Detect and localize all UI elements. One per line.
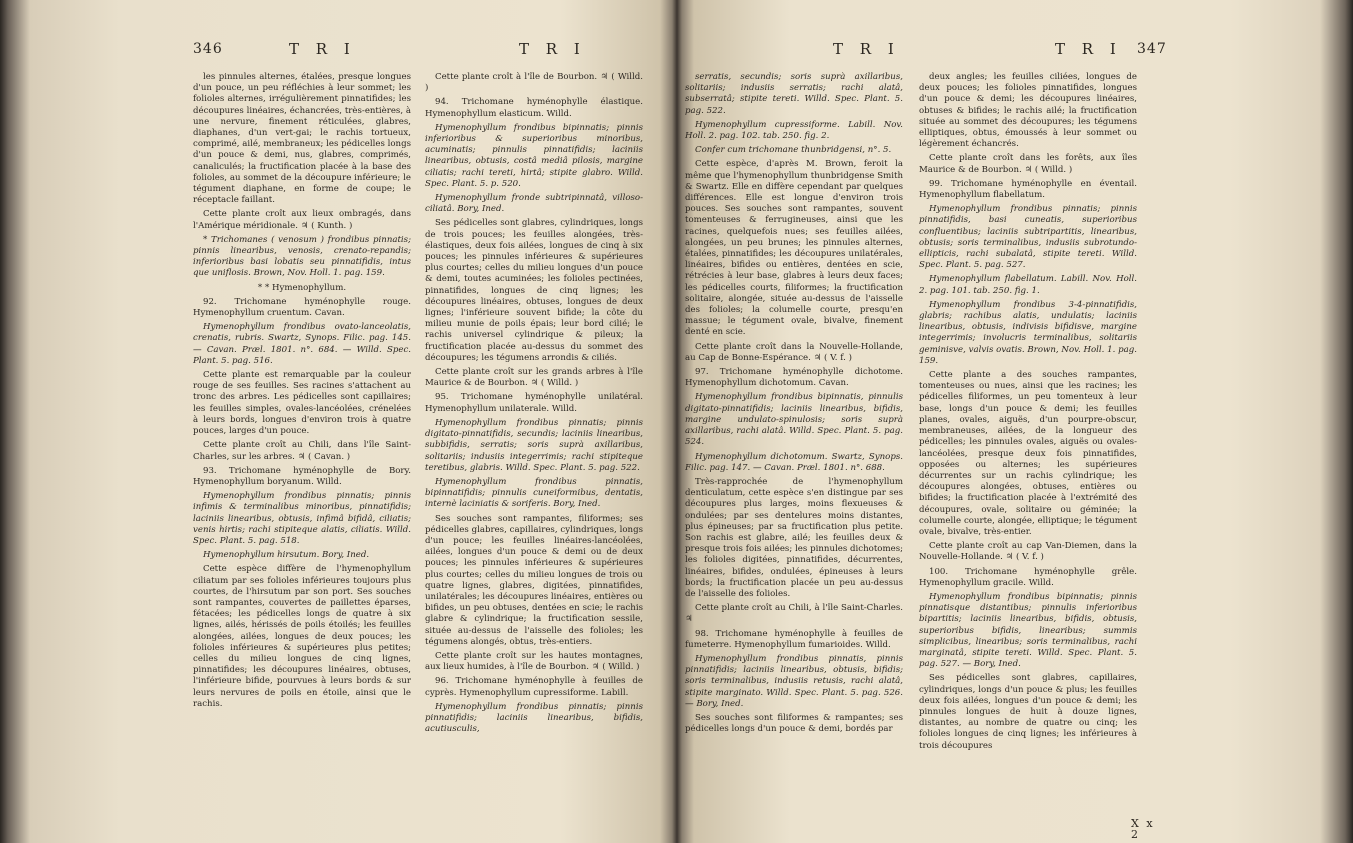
species-heading: 100. Trichomane hyménophylle grêle. Hymenophyllum gracile. Willd.	[919, 566, 1137, 588]
paragraph: Cette plante croît sur les grands arbres à l'île Maurice & de Bourbon. ♃ ( Willd. )	[425, 367, 643, 389]
right-column-2	[919, 72, 1137, 812]
paragraph: Hymenophyllum frondibus 3-4-pinnatifidis, glabris; rachibus alatis, undulatis; laciniis linearibus, obtusis, indivisis bifidisve, margine integerrimis; involucris terminalibus, solitariis geminisve, valvis ovatis. Brown, Nov. Holl. 1. pag. 159.	[919, 299, 1137, 366]
paragraph: Hymenophyllum dichotomum. Swartz, Synops. Filic. pag. 147. — Cavan. Præl. 1801. n°. 688.	[685, 451, 903, 473]
paragraph: Hymenophyllum flabellatum. Labill. Nov. Holl. 2. pag. 101. tab. 250. fig. 1.	[919, 274, 1137, 296]
paragraph: Hymenophyllum fronde subtripinnatâ, villoso-ciliatâ. Bory, Ined.	[425, 193, 643, 215]
paragraph: Hymenophyllum cupressiforme. Labill. Nov. Holl. 2. pag. 102. tab. 250. fig. 2.	[685, 119, 903, 142]
paragraph: Hymenophyllum frondibus pinnatis; pinnis infimis & terminalibus minoribus, pinnatifidis; laciniis linearibus, obtusis, infimâ bifidâ, ciliatis; venis hirtis; rachi stipiteque alatis, ciliatis. Willd. Spec. Plant. 5. pag. 518.	[193, 491, 411, 546]
paragraph: Cette plante croît dans la Nouvelle-Hollande, au Cap de Bonne-Espérance. ♃ ( V. f. )	[685, 341, 903, 363]
paragraph: Cette plante croît aux lieux ombragés, dans l'Amérique méridionale. ♃ ( Kunth. )	[193, 209, 411, 231]
paragraph: les pinnules alternes, étalées, presque longues d'un pouce, un peu réfléchies à leur sommet; les folioles alternes, irrégulièrement pinnatifides; les découpures linéaires, échancrées, très-entières, à une nervure, finement réticulées, glabres, diaphanes, d'un vert-gai; le rachis tortueux, comprimé, ailé, membraneux; les pédicelles longs d'un pouce & demi, nus, glabres, comprimés, canaliculés; la fructification placée à la base des folioles, au sommet de la découpure inférieure; le tégument diaphane, en forme de coupe; le réceptacle faillant.	[193, 72, 411, 206]
paragraph: serratis, secundis; soris suprà axillaribus, solitariis; indusiis serratis; rachi alatâ, subserratâ; stipite tereti. Willd. Spec. Plant. 5. pag. 522.	[685, 72, 903, 116]
right-running-head-col1: T R I	[833, 40, 900, 58]
species-heading: 93. Trichomane hyménophylle de Bory. Hymenophyllum boryanum. Willd.	[193, 465, 411, 487]
species-heading: 95. Trichomane hyménophylle unilatéral. Hymenophyllum unilaterale. Willd.	[425, 392, 643, 414]
paragraph: * Trichomanes ( venosum ) frondibus pinnatis; pinnis linearibus, venosis, crenato-repandis; inferioribus basi lobatis seu pinnatifidis, intus que uniflosis. Brown, Nov. Holl. 1. pag. 159.	[193, 234, 411, 279]
paragraph: Hymenophyllum frondibus ovato-lanceolatis, crenatis, rubris. Swartz, Synops. Filic. pag. 145. — Cavan. Præl. 1801. n°. 684. — Willd. Spec. Plant. 5. pag. 516.	[193, 322, 411, 366]
paragraph: Cette plante croît au cap Van-Diemen, dans la Nouvelle-Hollande. ♃ ( V. f. )	[919, 541, 1137, 563]
paragraph: Cette plante croît dans les forêts, aux îles Maurice & de Bourbon. ♃ ( Willd. )	[919, 153, 1137, 175]
species-heading: 99. Trichomane hyménophylle en éventail. Hymenophyllum flabellatum.	[919, 178, 1137, 201]
species-heading: 94. Trichomane hyménophylle élastique. Hymenophyllum elasticum. Willd.	[425, 97, 643, 119]
left-page-header	[193, 40, 671, 64]
right-page-number: 347	[1137, 41, 1167, 57]
left-running-head-col2: T R I	[519, 40, 586, 58]
paragraph: Hymenophyllum frondibus bipinnatis; pinnis inferioribus & superioribus minoribus, acuminatis; pinnulis pinnatifidis; laciniis linearibus, obtusis, costâ mediâ pilosis, margine ciliatis; rachi tereti, hirtâ; stipite glabro. Willd. Spec. Plant. 5. p. 520.	[425, 122, 643, 189]
paragraph: Cette espèce diffère de l'hymenophyllum ciliatum par ses folioles inférieures toujours plus courtes, de l'hirsutum par son port. Ses souches sont rampantes, couvertes de paillettes éparses, fétacées; les pédicelles longs de quatre à six lignes, ailés, hérissés de poils étoilés; les feuilles alongées, ailées, longues de deux pouces; les folioles inférieures & supérieures plus petites; celles du milieu longues de cinq lignes, pinnatifides; les découpures linéaires, obtuses, l'inférieure bifide, pourvues à leurs bords & sur leurs nervures de poils en étoile, ainsi que le rachis.	[193, 564, 411, 709]
species-heading: 92. Trichomane hyménophylle rouge. Hymenophyllum cruentum. Cavan.	[193, 296, 411, 319]
paragraph: Très-rapprochée de l'hymenophyllum denticulatum, cette espèce s'en distingue par ses découpures plus larges, moins flexueuses & ondulées; par ses dentelures moins distantes, plus épineuses; par sa fructification plus petite. Son rachis est glabre, ailé; les feuilles deux & presque trois fois ailées; les pinnules dichotomes; les folioles digitées, pinnatifides, décurrentes, linéaires, bifides, ondulées, épineuses à leurs bords; la fructification placée un peu au-dessus de l'aisselle des folioles.	[685, 476, 903, 599]
right-page-header	[685, 40, 1167, 64]
left-column-2	[425, 72, 643, 812]
paragraph: Hymenophyllum hirsutum. Bory, Ined.	[203, 550, 370, 561]
paragraph: Ses pédicelles sont glabres, cylindriques, longs de trois pouces; les feuilles alongées, très-élastiques, deux fois ailées, longues de cinq à six pouces; les pinnules inférieures & supérieures plus courtes; celles du milieu longues d'un pouce & demi, toutes acuminées; les folioles pectinées, pinnatifides, longues de cinq lignes; les découpures linéaires, obtuses, longues de deux lignes; l'inférieure souvent bifide; la côte du milieu munie de poils épais; leur bord cilié; le rachis universel cylindrique & pileux; la fructification placée au-dessus du sommet des découpures; les tégumens arrondis & ciliés.	[425, 218, 643, 363]
paragraph: Hymenophyllum frondibus pinnatis, pinnis pinnatifidis; laciniis linearibus, obtusis, bifidis; soris terminalibus, indusiis retusis, rachi alatâ, stipite marginato. Willd. Spec. Plant. 5. pag. 526. — Bory, Ined.	[685, 653, 903, 709]
paragraph: Ses souches sont rampantes, filiformes; ses pédicelles glabres, capillaires, cylindriques, longs d'un pouce; les feuilles linéaires-lancéolées, ailées, longues d'un pouce & demi ou de deux pouces; les pinnules inférieures & supérieures plus courtes; celles du milieu longues de trois ou quatre lignes, glabres, digitées, pinnatifides, unilatérales; les découpures linéaires, entières ou bifides, un peu obtuses, dentées en scie; le rachis glabre & cylindrique; la fructification sessile, située au-dessus de l'aisselle des folioles; les tégumens alongés, obtus, très-entiers.	[425, 513, 643, 647]
paragraph: Hymenophyllum frondibus pinnatis; pinnis pinnatifidis, basi cuneatis, superioribus confluentibus; laciniis subtripartitis, linearibus, obtusis; soris terminalibus, indusiis subrotundo-ellipticis, rachi subalatâ, stipite tereti. Willd. Spec. Plant. 5. pag. 527.	[919, 204, 1137, 271]
paragraph: deux angles; les feuilles ciliées, longues de deux pouces; les folioles pinnatifides, longues d'un pouce & demi; les découpures linéaires, obtuses & bifides; le rachis ailé; la fructification située au sommet des découpures; les tégumens elliptiques, obtus, émoussés à leur sommet ou légèrement échancrés.	[919, 72, 1137, 150]
species-heading: 97. Trichomane hyménophylle dichotome. Hymenophyllum dichotomum. Cavan.	[685, 367, 903, 389]
species-heading: 98. Trichomane hyménophylle à feuilles de fumeterre. Hymenophyllum fumarioides. Willd.	[685, 628, 903, 650]
paragraph: Ses pédicelles sont glabres, capillaires, cylindriques, longs d'un pouce & plus; les feuilles deux fois ailées, longues d'un pouce & demi; les pinnules longues de huit à douze lignes, distantes, au nombre de quatre ou cinq; les folioles longues de cinq lignes; les inférieures à trois découpures	[919, 673, 1137, 751]
paragraph: Cette plante croît au Chili, dans l'île Saint-Charles, sur les arbres. ♃ ( Cavan. )	[193, 440, 411, 462]
left-column-1	[193, 72, 411, 812]
paragraph: Cette plante croît au Chili, à l'île Saint-Charles. ♃	[685, 603, 903, 625]
signature-mark: X x 2	[1131, 817, 1155, 842]
paragraph: Hymenophyllum frondibus pinnatis; pinnis pinnatifidis; laciniis linearibus, bifidis, acutiusculis,	[425, 701, 643, 735]
left-running-head: T R I	[289, 40, 356, 58]
paragraph: Cette plante croît à l'île de Bourbon. ♃ ( Willd. )	[425, 72, 643, 94]
section-heading: * * Hymenophyllum.	[257, 282, 347, 293]
paragraph: Cette plante a des souches rampantes, tomenteuses ou nues, ainsi que les racines; les pédicelles filiformes, un peu tomenteux à leur base, longs d'un pouce & demi; les feuilles planes, ovales, aiguës, d'un pourpre-obscur, membraneuses, ailées, de la longueur des pédicelles; les pinnules ovales, aiguës ou ovales-lancéolées, presque deux fois pinnatifides, opposées ou alternes; les supérieures décurrentes sur un rachis cylindrique; les découpures alongées, obtuses, entières ou bifides; la fructification placée à l'extrémité des découpures, ovale, solitaire ou géminée; la columelle courte, alongée, elliptique; le tégument ovale, bivalve, très-entier.	[919, 370, 1137, 537]
left-page-number: 346	[193, 41, 223, 57]
paragraph: Cette plante est remarquable par la couleur rouge de ses feuilles. Ses racines s'attachent au tronc des arbres. Les pédicelles sont capillaires; les feuilles simples, ovales-lancéolées, crénelées à leurs bords, longues d'environ trois à quatre pouces, larges d'un pouce.	[193, 370, 411, 437]
paragraph: Cette plante croît sur les hautes montagnes, aux lieux humides, à l'île de Bourbon. ♃ ( Willd. )	[425, 650, 643, 673]
right-column-1	[685, 72, 903, 812]
paragraph: Hymenophyllum frondibus bipinnatis, pinnulis digitato-pinnatifidis; laciniis linearibus, bifidis, margine undulato-spinulosis; soris suprà axillaribus, rachi alatâ. Willd. Spec. Plant. 5. pag. 524.	[685, 392, 903, 448]
paragraph: Confer cum trichomane thunbridgensi, n°. 5.	[695, 145, 892, 156]
paragraph: Ses souches sont filiformes & rampantes; ses pédicelles longs d'un pouce & demi, bordés par	[685, 712, 903, 735]
paragraph: Hymenophyllum frondibus bipinnatis; pinnis pinnatisque distantibus; pinnulis inferioribus bipartitis; laciniis linearibus, bifidis, obtusis, superioribus bifidis, linearibus; summis simplicibus, linearibus; soris terminalibus, rachi marginatâ, stipite tereti. Willd. Spec. Plant. 5. pag. 527. — Bory, Ined.	[919, 591, 1137, 670]
paragraph: Cette espèce, d'après M. Brown, feroit la même que l'hymenophyllum thunbridgense Smith & Swartz. Elle en diffère cependant par quelques différences. Elle est longue d'environ trois pouces. Ses souches sont rampantes, souvent tomenteuses & ferrugineuses, ainsi que les racines, quelquefois nues; ses feuilles ailées, alongées, un peu brunes; les pinnules alternes, étalées, pinnatifides; les découpures unilatérales, linéaires, bifides ou entières, dentées en scie, rétrécies à leur base, glabres à leurs deux faces; les pédicelles courts, filiformes; la fructification solitaire, alongée, située au-dessus de l'aisselle des folioles; la columelle courte, presqu'en massue; le tégument ovale, bivalve, finement denté en scie.	[685, 159, 903, 338]
paragraph: Hymenophyllum frondibus pinnatis, bipinnatifidis; pinnulis cuneiformibus, dentatis, internè laciniatis & soriferis. Bory, Ined.	[425, 476, 643, 510]
right-running-head-col2: T R I	[1055, 40, 1122, 58]
paragraph: Hymenophyllum frondibus pinnatis; pinnis digitato-pinnatifidis, secundis; laciniis linearibus, subbifidis, serratis; soris suprà axillaribus, solitariis; indusiis integerrimis; rachi stipiteque teretibus, glabris. Willd. Spec. Plant. 5. pag. 522.	[425, 417, 643, 473]
species-heading: 96. Trichomane hyménophylle à feuilles de cyprès. Hymenophyllum cupressiforme. Labill.	[425, 676, 643, 698]
